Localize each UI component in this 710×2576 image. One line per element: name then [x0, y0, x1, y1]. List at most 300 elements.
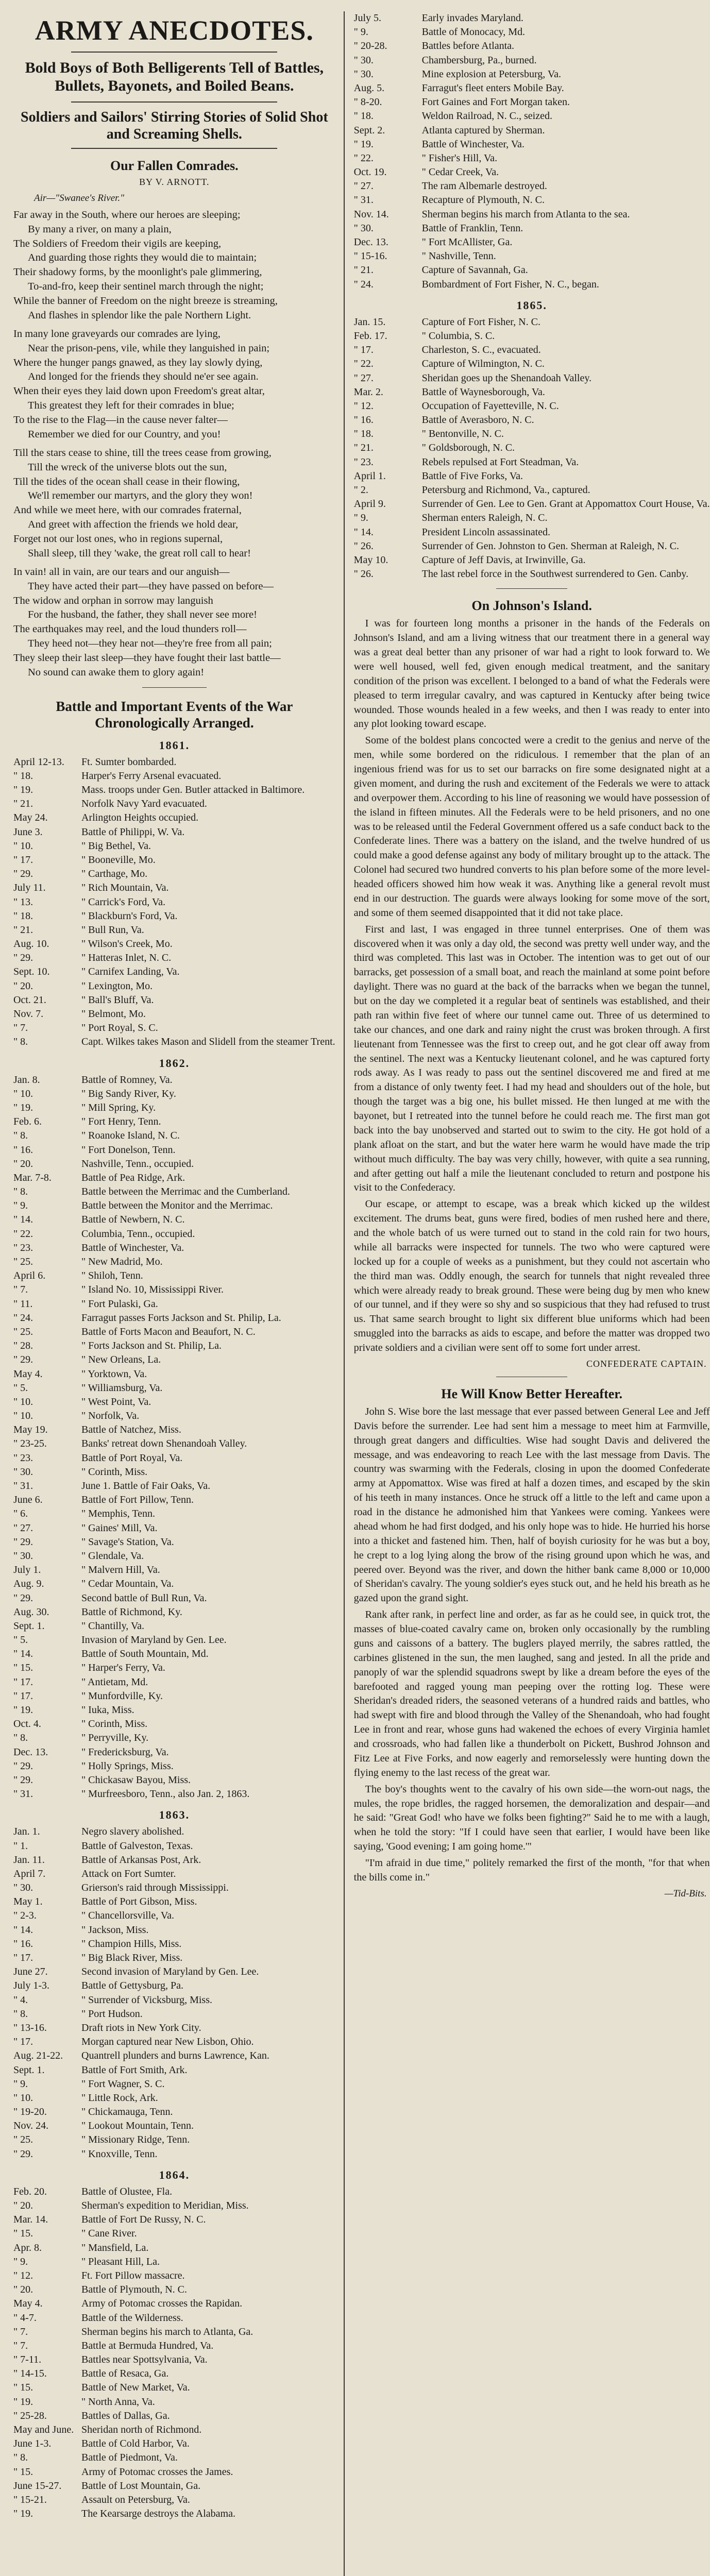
chronology-entry: [13, 1703, 335, 1717]
entry-date: " 13-16.: [13, 2022, 47, 2033]
chronology-year: 1861.: [159, 738, 190, 752]
chronology-entry: [354, 109, 710, 123]
entry-event: Charleston, S. C., evacuated.: [421, 344, 541, 356]
entry-event: " Cedar Mountain, Va.: [81, 1578, 174, 1590]
entry-event: Surrender of Gen. Lee to Gen. Grant at Appomattox Court House, Va.: [421, 498, 710, 510]
entry-event: " Holly Springs, Miss.: [81, 1760, 174, 1772]
entry-event: " Bentonville, N. C.: [421, 428, 504, 440]
entry-event: " Forts Jackson and St. Philip, La.: [81, 1340, 222, 1352]
entry-event: " Corinth, Miss.: [81, 1466, 148, 1478]
chronology-entry: [13, 2381, 335, 2395]
entry-date: " 14.: [13, 1214, 33, 1226]
chronology-entry: [13, 1339, 335, 1353]
deck-rule: [71, 101, 277, 103]
chronology-entry: [13, 1909, 335, 1923]
chronology-entry: [13, 1993, 335, 2007]
entry-date: " 8.: [13, 1732, 28, 1744]
entry-event: " Columbia, S. C.: [421, 330, 495, 342]
entry-date: Aug. 10.: [13, 938, 49, 950]
story-paragraph: Our escape, or attempt to escape, was a break which kicked up the wildest excitement. The drums beat, guns were fired, bodies of men rushed here and there, and the whole batch of us were turned out to stand in the cold rain for two hours, while all barracks were inspected for tunnels. The two who were captured were locked up for a couple of weeks as a punishment, but they could not ascertain who the third man was. Oddly enough, the search for tunnels that night revealed three which were already ready to break ground. These were being dug by men who knew of our tunnel, and if they were so shy and so suspicious that they had refused to trust us. That same search brought to light six different blue uniforms which had been smuggled into the barracks as aids to escape, and before the matter was dropped two private soldiers and a civilian were sent off to some fort under arrest.: [353, 1198, 710, 1354]
entry-event: " Blackburn's Ford, Va.: [81, 910, 178, 922]
entry-event: The last rebel force in the Southwest surrendered to Gen. Canby.: [421, 568, 689, 580]
entry-event: " Perryville, Ky.: [81, 1732, 149, 1744]
chronology-entry: [13, 1937, 335, 1951]
entry-date: Feb. 17.: [353, 330, 387, 342]
entry-event: " Carnifex Landing, Va.: [81, 966, 180, 978]
entry-event: " North Anna, Va.: [81, 2396, 155, 2408]
story-paragraph: First and last, I was engaged in three tunnel enterprises. One of them was discovered when it was only a day old, the second was pretty well under way, and the third was completed. This last was in October. The intention was to get out of our barracks, get possession of a small boat, and reach the mainland at some point before daylight. There was no guard at the back of the barracks when we began the tunnel, but on the day we completed it a regular beat of sentinels was established, and their path ran within five feet of where our tunnel came out. Three of us determined to take our chances, and one dark and rainy night the crust was broken through. A first lieutenant from Tennessee was the first to creep out, and he got clear off away from the sentinel. The next was a Kentucky lieutenant colonel, and he was captured forty rods away. As I was ready to pass out the sentinel discovered me and fired at me from a distance of only twenty feet. I had my head and shoulders out of the hole, but though the target was a big one, his bullet missed. He then lunged at me with the bayonet, but I retreated into the tunnel before he could reach me. The first man got back into the bay unobserved and started out to swim to the city. He got hold of a plank afloat on the start, and but the water here warm he would have made the trip without much difficulty. The bay was very chilly, however, with quite a sea running, and after getting out half a mile the lieutenant concluded to return and postpone his visit to the Confederacy.: [353, 923, 710, 1194]
chronology-entry: [354, 371, 710, 385]
entry-date: " 5.: [13, 1382, 28, 1394]
chronology-entry: [13, 1773, 335, 1787]
entry-date: " 27.: [353, 180, 374, 192]
entry-event: Battle of Averasboro, N. C.: [421, 414, 534, 426]
entry-date: " 16.: [13, 1938, 33, 1950]
left-column: [13, 11, 345, 2576]
entry-date: " 10.: [13, 840, 33, 852]
entry-event: " Carthage, Mo.: [81, 868, 148, 880]
entry-date: " 26.: [353, 540, 374, 552]
entry-event: " Shiloh, Tenn.: [81, 1270, 143, 1282]
entry-date: " 26.: [353, 568, 374, 580]
chronology-entry: [13, 839, 335, 853]
entry-event: Ft. Fort Pillow massacre.: [81, 2269, 185, 2281]
entry-event: " West Point, Va.: [81, 1396, 151, 1408]
poem-line: To-and-fro, keep their sentinel march through the night;: [28, 281, 264, 293]
entry-date: " 30.: [13, 1882, 33, 1894]
chronology-entry: [354, 567, 710, 581]
entry-date: " 14.: [13, 1648, 33, 1660]
chronology-entry: [13, 1437, 335, 1451]
chronology-entry: [13, 755, 335, 769]
entry-date: Mar. 7-8.: [13, 1172, 52, 1183]
chronology-entry: [354, 483, 710, 497]
entry-date: " 16.: [13, 1144, 33, 1156]
chronology-entry: [354, 11, 710, 25]
entry-date: " 27.: [353, 372, 374, 384]
entry-event: " Belmont, Mo.: [81, 1008, 146, 1020]
entry-date: May 19.: [13, 1424, 48, 1436]
chronology-entry: [13, 2213, 335, 2227]
chronology-entry: [13, 1839, 335, 1853]
poem-byline: BY V. ARNOTT.: [139, 176, 210, 187]
entry-date: Sept. 2.: [353, 124, 385, 136]
chronology-entry: [13, 2199, 335, 2213]
chronology-entry: [13, 1171, 335, 1185]
chronology-entry: [13, 2325, 335, 2339]
chronology-entry: [13, 2227, 335, 2241]
chronology-year: 1863.: [159, 1808, 190, 1822]
entry-event: " Munfordville, Ky.: [81, 1690, 163, 1702]
entry-date: Jan. 8.: [13, 1074, 40, 1086]
stanza-break: [13, 561, 335, 565]
chronology-entry: [13, 1895, 335, 1909]
chronology-entry: [13, 1689, 335, 1703]
entry-event: Battle of Port Royal, Va.: [81, 1452, 183, 1464]
entry-event: " Gaines' Mill, Va.: [81, 1522, 158, 1534]
chronology-entry: [13, 2119, 335, 2133]
entry-event: " Jackson, Miss.: [81, 1924, 149, 1936]
entry-date: " 20.: [13, 980, 33, 992]
entry-event: " Antietam, Md.: [81, 1676, 148, 1688]
chronology-entry: [13, 2493, 335, 2507]
entry-date: Oct. 19.: [353, 166, 387, 178]
entry-date: June 1-3.: [13, 2438, 52, 2450]
entry-event: Mass. troops under Gen. Butler attacked in Baltimore.: [81, 784, 305, 795]
entry-date: " 9.: [353, 512, 368, 524]
entry-event: " Norfolk, Va.: [81, 1410, 140, 1422]
entry-event: Occupation of Fayetteville, N. C.: [421, 400, 559, 412]
entry-date: June 15-27.: [13, 2480, 62, 2492]
chronology-entry: [354, 124, 710, 138]
poem-line: No sound can awake them to glory again!: [28, 666, 205, 678]
chronology-entry: [13, 1745, 335, 1759]
entry-date: June 3.: [13, 826, 43, 838]
entry-event: Farragut passes Forts Jackson and St. Philip, La.: [81, 1312, 281, 1324]
entry-event: Columbia, Tenn., occupied.: [81, 1228, 195, 1240]
entry-event: " Fisher's Hill, Va.: [421, 152, 498, 164]
poem-body: [13, 208, 335, 680]
poem-line: And guarding those rights they would die to maintain;: [28, 252, 257, 264]
chronology-entry: [13, 769, 335, 783]
poem-line: Forget not our lost ones, who in regions supernal,: [13, 533, 223, 545]
chronology-entry: [13, 867, 335, 881]
entry-date: " 29.: [13, 1774, 33, 1786]
poem-line: For the husband, the father, they shall never see more!: [28, 609, 257, 621]
entry-event: Battle of Fort De Russy, N. C.: [81, 2214, 206, 2226]
chronology-entry: [13, 2147, 335, 2161]
chronology-title: Battle and Important Events of the War Chronologically Arranged.: [56, 698, 293, 731]
entry-date: " 7.: [13, 1284, 28, 1296]
entry-date: " 30.: [353, 54, 374, 66]
chronology-entry: [354, 67, 710, 81]
chronology-entry: [13, 811, 335, 825]
poem-line: And greet with affection the friends we hold dear,: [28, 519, 239, 531]
chronology-entry: [13, 2465, 335, 2479]
entry-event: Battle of Piedmont, Va.: [81, 2452, 178, 2464]
poem-line: In vain! all in vain, are our tears and our anguish—: [13, 566, 230, 578]
chronology-entry: [13, 1325, 335, 1339]
entry-event: " Roanoke Island, N. C.: [81, 1130, 180, 1142]
entry-event: Battle of Romney, Va.: [81, 1074, 173, 1086]
entry-event: Quantrell plunders and burns Lawrence, Kan.: [81, 2050, 269, 2062]
chronology-entry: [13, 1409, 335, 1423]
entry-event: Sherman begins his march from Atlanta to the sea.: [421, 208, 630, 220]
chronology-entry: [13, 2507, 335, 2521]
entry-event: " Corinth, Miss.: [81, 1718, 148, 1730]
entry-event: " Wilson's Creek, Mo.: [81, 938, 173, 950]
chronology-entry: [13, 1717, 335, 1731]
chronology-entry: [13, 1881, 335, 1895]
entry-date: " 19.: [353, 138, 374, 150]
chronology-entry: [13, 1493, 335, 1507]
chronology-entry: [13, 2283, 335, 2297]
entry-date: May 1.: [13, 1896, 43, 1908]
entry-date: " 7.: [13, 2340, 28, 2351]
entry-date: " 31.: [353, 194, 374, 206]
chronology-entry: [13, 2451, 335, 2465]
chronology-entry: [13, 2105, 335, 2119]
chronology-entry: [354, 222, 710, 235]
chronology-entry: [13, 1479, 335, 1493]
entry-date: Nov. 7.: [13, 1008, 44, 1020]
chronology-entry: [13, 783, 335, 797]
entry-event: Battle of Gettysburg, Pa.: [81, 1980, 183, 1992]
entry-event: Farragut's fleet enters Mobile Bay.: [421, 82, 564, 94]
entry-event: The ram Albemarle destroyed.: [421, 180, 547, 192]
poem-line: Till the wreck of the universe blots out the sun,: [28, 461, 227, 473]
entry-event: " Memphis, Tenn.: [81, 1508, 156, 1520]
chronology-entry: [13, 1311, 335, 1325]
entry-date: " 17.: [13, 2036, 33, 2048]
entry-event: " Mansfield, La.: [81, 2242, 149, 2253]
entry-date: April 6.: [13, 1270, 46, 1282]
entry-event: Battle of Arkansas Post, Ark.: [81, 1854, 201, 1866]
entry-date: April 9.: [353, 498, 386, 510]
chronology-entry: [13, 1535, 335, 1549]
entry-date: " 10.: [13, 1088, 33, 1099]
entry-date: " 14-15.: [13, 2368, 47, 2380]
entry-date: " 17.: [353, 344, 374, 356]
entry-event: Assault on Petersburg, Va.: [81, 2494, 190, 2505]
chronology-entry: [13, 2091, 335, 2105]
entry-event: " Big Bethel, Va.: [81, 840, 151, 852]
entry-date: " 18.: [353, 428, 374, 440]
entry-event: Draft riots in New York City.: [81, 2022, 201, 2033]
entry-date: May 10.: [353, 554, 388, 566]
chronology-entry: [13, 1297, 335, 1311]
entry-date: " 8.: [13, 1130, 28, 1142]
entry-event: Norfolk Navy Yard evacuated.: [81, 798, 207, 810]
story-body: [354, 617, 710, 1355]
chronology-entry: [354, 427, 710, 441]
chronology-entry: [13, 1199, 335, 1213]
entry-event: " Goldsborough, N. C.: [421, 442, 515, 454]
chronology-entry: [13, 1451, 335, 1465]
entry-date: " 17.: [13, 1676, 33, 1688]
entry-date: " 21.: [353, 442, 374, 454]
entry-date: Jan. 1.: [13, 1826, 40, 1838]
entry-event: " Missionary Ridge, Tenn.: [81, 2134, 190, 2146]
chronology-entry: [13, 979, 335, 993]
entry-date: " 23.: [13, 1452, 33, 1464]
poem-line: Where the hunger pangs gnawed, as they lay slowly dying,: [13, 357, 263, 368]
story-paragraph: The boy's thoughts went to the cavalry of his own side—the worn-out nags, the mules, the rope bridles, the ragged horsemen, the demoralization and despair—and he said: "Great God! who have we folks been fighting?" Said he to me with a laugh, when he told the story: "If I could have seen that earlier, I would have been like saying, 'Good evening; I am going home.'": [353, 1783, 710, 1853]
entry-date: " 22.: [13, 1228, 33, 1240]
poem-line: They heed not—they hear not—they're free from all pain;: [28, 638, 272, 650]
entry-event: The Kearsarge destroys the Alabama.: [81, 2508, 235, 2520]
entry-date: Mar. 14.: [13, 2214, 48, 2226]
poem-line: This greatest they left for their comrades in blue;: [28, 400, 234, 412]
entry-event: " Port Royal, S. C.: [81, 1022, 158, 1034]
chronology-entry: [13, 1021, 335, 1035]
entry-event: Battle of Winchester, Va.: [81, 1242, 184, 1253]
entry-event: Atlanta captured by Sherman.: [421, 124, 545, 136]
chronology-entry: [13, 1605, 335, 1619]
entry-event: Army of Potomac crosses the James.: [81, 2466, 233, 2478]
entry-event: Weldon Railroad, N. C., seized.: [421, 110, 552, 122]
chronology-entry: [13, 1395, 335, 1409]
poem-line: We'll remember our martyrs, and the glory they won!: [28, 490, 253, 502]
entry-event: " Bull Run, Va.: [81, 924, 144, 936]
chronology-entry: [354, 315, 710, 329]
chronology-entry: [354, 249, 710, 263]
entry-event: Battle of Monocacy, Md.: [421, 26, 525, 38]
entry-date: " 2.: [353, 484, 368, 496]
entry-date: April 12-13.: [13, 756, 64, 768]
chronology-entry: [13, 1563, 335, 1577]
poem-line: To the rise to the Flag—in the cause never falter—: [13, 414, 228, 426]
chronology-entry: [13, 1367, 335, 1381]
entry-date: " 30.: [353, 222, 374, 234]
chronology-entry: [13, 1979, 335, 1993]
chronology-entry: [13, 797, 335, 811]
chronology-entry: [13, 993, 335, 1007]
entry-date: Jan. 15.: [353, 316, 386, 328]
chronology-entry: [354, 413, 710, 427]
story-paragraph: I was for fourteen long months a prisoner in the hands of the Federals on Johnson's Island, and am a living witness that our treatment there in a general way was a great deal better than any prisoner of war had a right to look forward to. We were well housed, well fed, given enough medical treatment, and the sanitary condition of the prison was excellent. I belonged to a band of what the Federals were pleased to term irregular cavalry, and was captured in Kentucky after being twice wounded. Those wounds healed in a few weeks, and then I was ready to enter into any plot looking toward escape.: [353, 618, 710, 730]
entry-date: " 20-28.: [353, 40, 387, 52]
entry-date: " 17.: [13, 1690, 33, 1702]
entry-date: Aug. 5.: [353, 82, 385, 94]
entry-date: " 19.: [13, 2508, 33, 2520]
entry-date: " 29.: [13, 1354, 33, 1366]
chronology-entry: [13, 1087, 335, 1101]
entry-date: May 4.: [13, 1368, 43, 1380]
chronology-entry: [13, 2021, 335, 2035]
chronology-entry: [13, 965, 335, 979]
chronology-entry: [354, 539, 710, 553]
entry-event: " Surrender of Vicksburg, Miss.: [81, 1994, 212, 2006]
entry-event: Battle of Forts Macon and Beaufort, N. C.: [81, 1326, 256, 1337]
chronology-entry: [354, 39, 710, 53]
chronology-entry: [13, 2353, 335, 2367]
entry-event: " Cane River.: [81, 2228, 137, 2240]
chronology-entry: [13, 1853, 335, 1867]
entry-event: " Chancellorsville, Va.: [81, 1910, 174, 1922]
entry-date: " 19.: [13, 1101, 33, 1113]
entry-date: " 9.: [353, 26, 368, 38]
chronology-entry: [13, 1213, 335, 1227]
entry-date: " 20.: [13, 2200, 33, 2211]
chronology-entry: [13, 1269, 335, 1283]
entry-event: Capture of Wilmington, N. C.: [421, 358, 545, 370]
entry-event: Battle of Fort Smith, Ark.: [81, 2064, 188, 2076]
chronology-entry: [13, 1143, 335, 1157]
poem-air: Air—"Swanee's River.": [34, 192, 125, 204]
chronology-entry: [13, 1227, 335, 1241]
entry-date: Feb. 20.: [13, 2185, 47, 2197]
entry-date: Nov. 24.: [13, 2120, 49, 2132]
entry-event: " Fredericksburg, Va.: [81, 1746, 169, 1758]
entry-date: " 6.: [13, 1508, 28, 1520]
chronology-entry: [13, 951, 335, 965]
entry-date: " 29.: [13, 868, 33, 880]
entry-event: Battle of Natchez, Miss.: [81, 1424, 181, 1436]
entry-date: Sept. 10.: [13, 966, 50, 978]
entry-date: Nov. 14.: [353, 208, 389, 220]
entry-event: Fort Gaines and Fort Morgan taken.: [421, 96, 570, 108]
chronology-entry: [354, 138, 710, 151]
section-divider: [496, 588, 567, 589]
entry-date: " 19.: [13, 784, 33, 795]
entry-date: " 29.: [13, 1760, 33, 1772]
story-title: He Will Know Better Hereafter.: [441, 1386, 622, 1401]
chronology-entry: [354, 95, 710, 109]
entry-date: " 8.: [13, 2452, 28, 2464]
entry-event: Battle of Olustee, Fla.: [81, 2185, 173, 2197]
entry-date: " 19-20.: [13, 2106, 47, 2118]
poem-line: Remember we died for our Country, and you!: [28, 428, 221, 440]
entry-event: Early invades Maryland.: [421, 12, 523, 24]
entry-event: Sheridan goes up the Shenandoah Valley.: [421, 372, 592, 384]
chronology-entry: [13, 1549, 335, 1563]
entry-event: Capture of Jeff Davis, at Irwinville, Ga.: [421, 554, 586, 566]
entry-event: Battle of New Market, Va.: [81, 2382, 190, 2394]
entry-date: " 13.: [13, 896, 33, 908]
chronology-entry: [13, 1255, 335, 1269]
chronology-entry: [13, 825, 335, 839]
chronology-entry: [354, 235, 710, 249]
chronology-entry: [13, 2479, 335, 2493]
entry-date: " 10.: [13, 2092, 33, 2104]
chronology-entry: [354, 455, 710, 469]
entry-date: " 14.: [13, 1924, 33, 1936]
chronology-entry: [354, 179, 710, 193]
chronology-entry: [13, 1353, 335, 1367]
entry-date: " 22.: [353, 358, 374, 370]
entry-date: " 4-7.: [13, 2312, 37, 2324]
entry-date: " 21.: [13, 798, 33, 810]
entry-event: Battle of Galveston, Texas.: [81, 1840, 193, 1852]
entry-date: " 23.: [13, 1242, 33, 1253]
entry-date: " 8-20.: [353, 96, 382, 108]
entry-event: Attack on Fort Sumter.: [81, 1868, 176, 1879]
entry-event: " Island No. 10, Mississippi River.: [81, 1284, 224, 1296]
entry-event: Nashville, Tenn., occupied.: [81, 1158, 194, 1170]
chronology-entry: [13, 2339, 335, 2353]
entry-event: " Yorktown, Va.: [81, 1368, 147, 1380]
entry-event: Battles of Dallas, Ga.: [81, 2410, 170, 2421]
entry-event: " Lookout Mountain, Tenn.: [81, 2120, 194, 2132]
entry-date: May 4.: [13, 2298, 43, 2310]
chronology-entry: [354, 511, 710, 525]
chronology-entry: [354, 151, 710, 165]
poem-line: When their eyes they laid down upon Freedom's great altar,: [13, 385, 265, 397]
entry-date: " 18.: [13, 770, 33, 782]
chronology-entry: [13, 2437, 335, 2451]
story-paragraph: John S. Wise bore the last message that ever passed between General Lee and Jeff Davis before the surrender. Lee had sent him a message to meet him at Farmville, through great dangers and difficulties. Wise had sought Davis and delivered the message, and was endeavoring to reach Lee with the last message from Davis. The country was swarming with the Federals, closing in upon the doomed Confederate army at Appomattox. Wise was fired at half a dozen times, and escaped by the skin of his teeth in many instances. Once he struck off a little to the left and came upon a road in the distance he admonished him that Yankees were coming. Yankees were ahead whom he had first dodged, and his only hope was to hide. He hurried his horse into a thicket and fastened him. Then, half of boyish curiosity for he was but a boy, he crept to a log lying along the brow of the rising ground upon which he was, and peered over. Beyond was the river, and down the hither bank came 8,000 or 10,000 of Sheridan's cavalry. The young soldier's eyes stuck out, and he held his breath as he gazed upon the grand sight.: [353, 1405, 710, 1604]
chronology-entry: [13, 2269, 335, 2283]
entry-event: Capture of Fort Fisher, N. C.: [421, 316, 540, 328]
entry-event: " Fort Pulaski, Ga.: [81, 1298, 158, 1310]
entry-date: April 1.: [353, 470, 386, 482]
chronology-entry: [354, 25, 710, 39]
entry-date: " 30.: [13, 1466, 33, 1478]
entry-date: " 21.: [353, 264, 374, 276]
entry-date: " 31.: [13, 1480, 33, 1492]
entry-date: " 20.: [13, 1158, 33, 1170]
chronology-entry: [13, 2409, 335, 2423]
chronology-year: 1864.: [159, 2168, 190, 2181]
chronology-entry: [13, 2133, 335, 2147]
chronology-entry: [13, 1035, 335, 1049]
entry-event: " Carrick's Ford, Va.: [81, 896, 166, 908]
entry-date: " 12.: [13, 2269, 33, 2281]
entry-event: Battles near Spottsylvania, Va.: [81, 2354, 208, 2366]
entry-event: Sherman's expedition to Meridian, Miss.: [81, 2200, 249, 2211]
chronology-entry: [354, 329, 710, 343]
